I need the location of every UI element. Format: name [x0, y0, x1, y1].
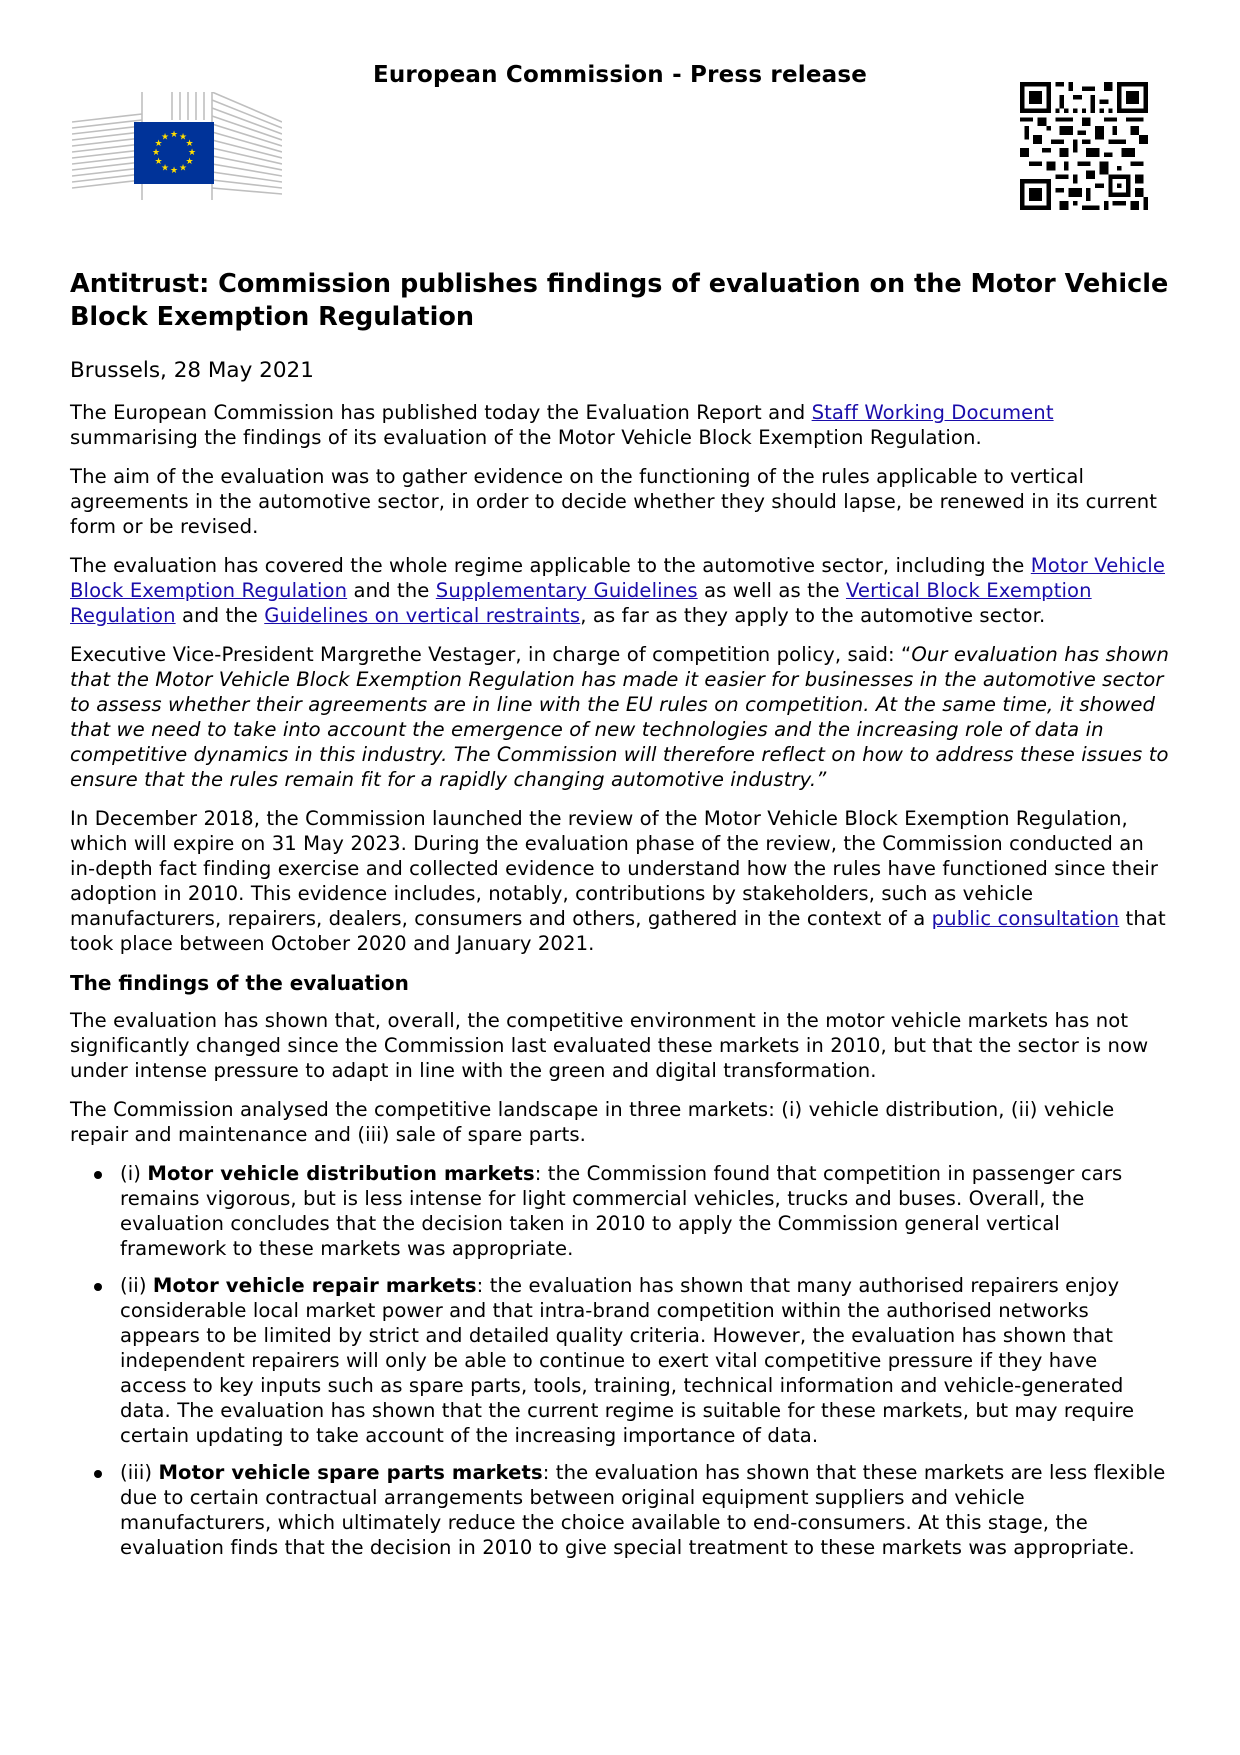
market-name: Motor vehicle spare parts markets — [158, 1461, 543, 1484]
paragraph-aim: The aim of the evaluation was to gather evidence on the functioning of the rules applicable to vertical agreements in the automotive sector, in order to decide whether they should lapse, be renewed in its current form or be revised. — [70, 465, 1158, 538]
mvber-link[interactable]: Motor Vehicle Block Exemption Regulation — [70, 554, 1165, 602]
public-consultation-link[interactable]: public consultation — [931, 907, 1120, 930]
vertical-restraints-guidelines-link[interactable]: Guidelines on vertical restraints — [264, 604, 581, 627]
press-release-title: European Commission - Press release — [372, 62, 868, 88]
text: summarising the findings of its evaluation of the Motor Vehicle Block Exemption Regulation. — [70, 426, 982, 449]
supplementary-guidelines-link[interactable]: Supplementary Guidelines — [435, 579, 698, 602]
text: In December 2018, the Commission launched the review of the Motor Vehicle Block Exemption Regulation, which will expire on 31 May 2023. During the evaluation phase of the review, the Commission conducted an in-depth fact finding exercise and collected evidence to understand how the rules have functioned since their adoption in 2010. This evidence includes, notably, contributions by stakeholders, such as vehicle manufacturers, repairers, dealers, consumers and others, gathered in the context of a — [70, 807, 1159, 930]
staff-working-document-link[interactable]: Staff Working Document — [811, 401, 1054, 424]
paragraph-scope — [70, 553, 1170, 628]
article-headline: Antitrust: Commission publishes findings of evaluation on the Motor Vehicle Block Exemption Regulation — [70, 269, 1169, 332]
svg-text:★: ★ — [178, 163, 188, 174]
list-item — [70, 1460, 1170, 1560]
market-name: Motor vehicle distribution markets — [147, 1162, 535, 1185]
bullet-icon — [94, 1470, 102, 1478]
text: (i) — [120, 1162, 148, 1185]
bullet-icon — [94, 1171, 102, 1179]
text: : the evaluation has shown that many authorised repairers enjoy considerable local market power and that intra-brand competition within the authorised networks appears to be limited by strict and detailed quality criteria. However, the evaluation has shown that independent repairers will only be able to continue to exert vital competitive pressure if they have access to key inputs such as spare parts, tools, training, technical information and vehicle-generated data. The evaluation has shown that the current regime is suitable for these markets, but may require certain updating to take account of the increasing importance of data. — [120, 1274, 1135, 1447]
european-commission-logo — [72, 92, 282, 202]
text: and the — [347, 579, 436, 602]
svg-text:★: ★ — [154, 139, 163, 149]
text: (ii) — [120, 1274, 153, 1297]
svg-text:★: ★ — [169, 166, 179, 176]
text: The European Commission has published today the Evaluation Report and — [70, 401, 812, 424]
vber-link[interactable]: Vertical Block Exemption Regulation — [70, 579, 1092, 627]
svg-text:★: ★ — [185, 139, 194, 149]
paragraph-overall: The evaluation has shown that, overall, the competitive environment in the motor vehicle markets has not significantly changed since the Commission last evaluated these markets in 2010, but that the sector is now under intense pressure to adapt in line with the green and digital transformation. — [70, 1009, 1149, 1082]
text: as well as the — [697, 579, 846, 602]
svg-text:★: ★ — [169, 130, 179, 140]
text: and the — [175, 604, 265, 627]
market-name: Motor vehicle repair markets — [152, 1274, 477, 1297]
article — [70, 268, 1170, 1572]
svg-text:★: ★ — [154, 157, 163, 167]
text: The evaluation has covered the whole regime applicable to the automotive sector, including the — [70, 554, 1031, 577]
text: : the evaluation has shown that these markets are less flexible due to certain contractual arrangements between original equipment suppliers and vehicle manufacturers, which ultimately reduce the choice available to end-consumers. At this stage, the evaluation finds that the decision in 2010 to give special treatment to these markets was appropriate. — [120, 1461, 1166, 1559]
qr-code-icon — [1020, 82, 1148, 210]
text: that took place between October 2020 and January 2021. — [70, 907, 1166, 955]
svg-text:★: ★ — [178, 132, 188, 143]
dateline: Brussels, 28 May 2021 — [70, 358, 314, 383]
text: , as far as they apply to the automotive sector. — [580, 604, 1046, 627]
findings-subheading: The findings of the evaluation — [70, 971, 409, 995]
vestager-quote: Our evaluation has shown that the Motor Vehicle Block Exemption Regulation has made it easier for businesses in the automotive sector to assess whether their agreements are in line with the EU rules on competition. At the same time, it showed that we need to take into account the emergence of new technologies and the increasing role of data in competitive dynamics in this industry. The Commission will therefore reflect on how to address these issues to ensure that the rules remain fit for a rapidly changing automotive industry.” — [70, 643, 1170, 791]
bullet-icon — [94, 1283, 102, 1291]
svg-text:★: ★ — [185, 157, 194, 167]
paragraph-intro — [70, 400, 1170, 450]
paragraph-quote — [70, 642, 1170, 792]
text: : the Commission found that competition in passenger cars remains vigorous, but is less intense for light commercial vehicles, trucks and buses. Overall, the evaluation concludes that the decision taken in 2010 to apply the Commission general vertical framework to these markets was appropriate. — [120, 1162, 1123, 1260]
text: (iii) — [120, 1461, 159, 1484]
findings-list — [70, 1161, 1170, 1560]
paragraph-review — [70, 806, 1170, 956]
svg-text:★: ★ — [187, 148, 197, 158]
svg-text:★: ★ — [160, 132, 170, 143]
list-item — [70, 1273, 1170, 1448]
text: Executive Vice-President Margrethe Vestager, in charge of competition policy, said: “ — [70, 643, 912, 666]
svg-text:★: ★ — [151, 148, 161, 158]
list-item — [70, 1161, 1170, 1261]
paragraph-markets: The Commission analysed the competitive landscape in three markets: (i) vehicle distribution, (ii) vehicle repair and maintenance and (iii) sale of spare parts. — [70, 1098, 1115, 1146]
svg-text:★: ★ — [160, 163, 170, 174]
